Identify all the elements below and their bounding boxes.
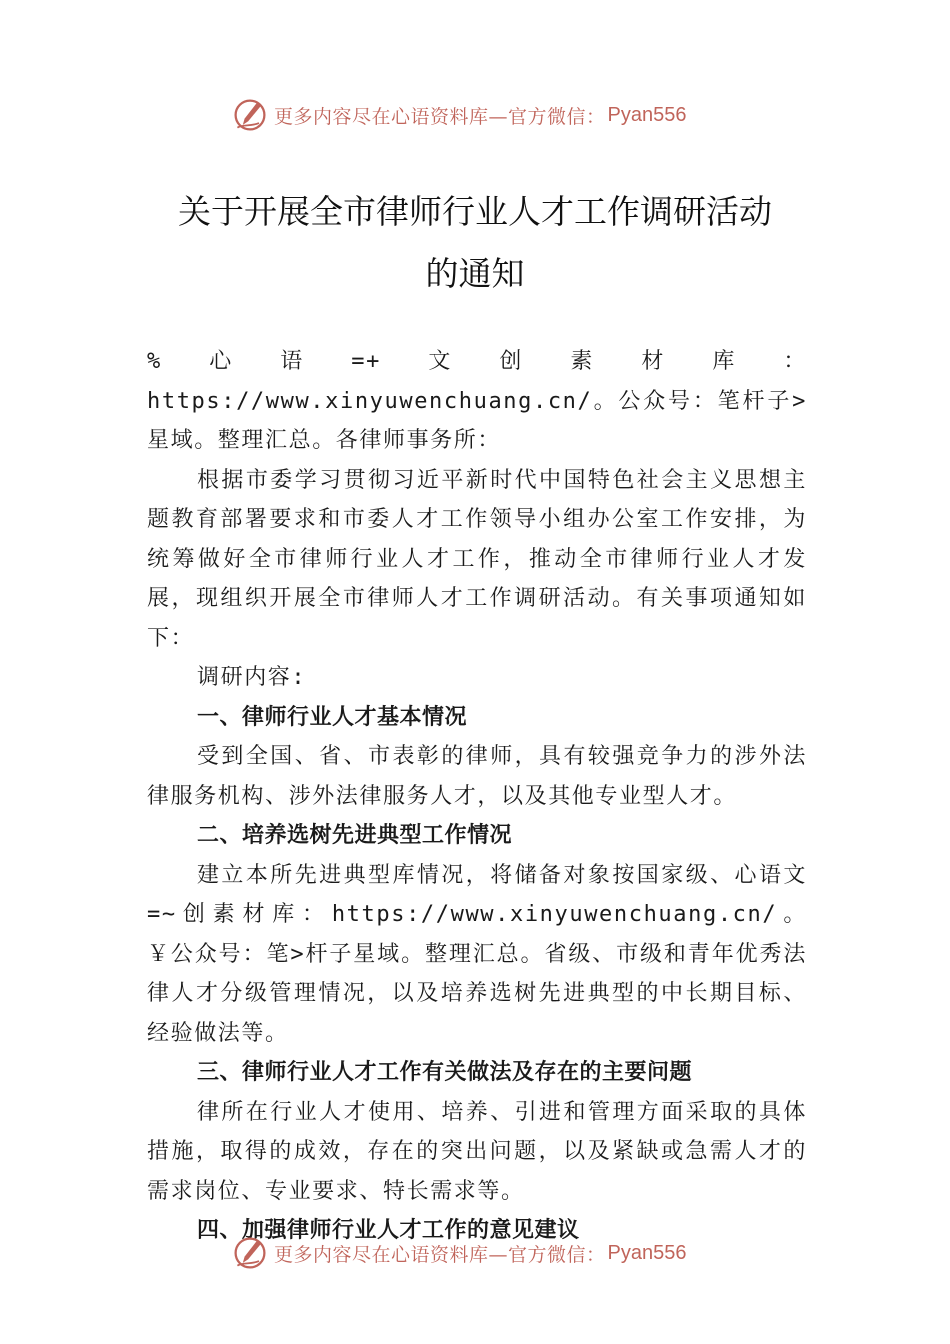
watermark-wechat-code: Pyan556 xyxy=(607,1241,687,1264)
paragraph-section-1: 受到全国、省、市表彰的律师，具有较强竞争力的涉外法律服务机构、涉外法律服务人才，以及其他专业型人才。 xyxy=(147,744,807,809)
paragraph-section-3: 律所在行业人才使用、培养、引进和管理方面采取的具体措施，取得的成效，存在的突出问题，以及紧缺或急需人才的需求岗位、专业要求、特长需求等。 xyxy=(147,1099,807,1204)
paragraph-section-2: 建立本所先进典型库情况，将储备对象按国家级、心语文=~创素材库：https://www.xinyuwenchuang.cn/。￥公众号：笔>杆子星域。整理汇总。省级、市级和青年优秀法律人才分级管理情况，以及培养选树先进典型的中长期目标、经验做法等。 xyxy=(147,862,807,1046)
watermark-banner-bottom xyxy=(232,1233,686,1273)
document-title-line-1: 关于开展全市律师行业人才工作调研活动 xyxy=(178,192,772,231)
watermark-text: 更多内容尽在心语资料库—官方微信： xyxy=(274,1243,606,1266)
section-heading-3: 三、律师行业人才工作有关做法及存在的主要问题 xyxy=(197,1060,693,1085)
section-heading-1: 一、律师行业人才基本情况 xyxy=(197,704,468,730)
section-heading-2: 二、培养选树先进典型工作情况 xyxy=(197,823,513,848)
section-heading-4: 四、加强律师行业人才工作的意见建议 xyxy=(197,1218,580,1243)
watermark-text: 更多内容尽在心语资料库—官方微信： xyxy=(274,105,606,128)
document-title-line-2: 的通知 xyxy=(425,254,525,293)
pen-nib-circle-icon xyxy=(232,1235,268,1271)
watermark-banner-top xyxy=(232,95,686,135)
document-body xyxy=(147,342,807,1251)
paragraph-purpose: 根据市委学习贯彻习近平新时代中国特色社会主义思想主题教育部署要求和市委人才工作领导小组办公室工作安排，为统筹做好全市律师行业人才工作，推动全市律师行业人才发展，现组织开展全市律师人才工作调研活动。有关事项通知如下： xyxy=(147,467,807,651)
paragraph-survey-content: 调研内容: xyxy=(197,665,307,690)
watermark-wechat-code: Pyan556 xyxy=(607,103,687,126)
pen-nib-circle-icon xyxy=(232,97,268,133)
paragraph-intro-address: %心语=+文创素材库：https://www.xinyuwenchuang.cn/。公众号：笔杆子>星域。整理汇总。各律师事务所： xyxy=(147,349,807,453)
